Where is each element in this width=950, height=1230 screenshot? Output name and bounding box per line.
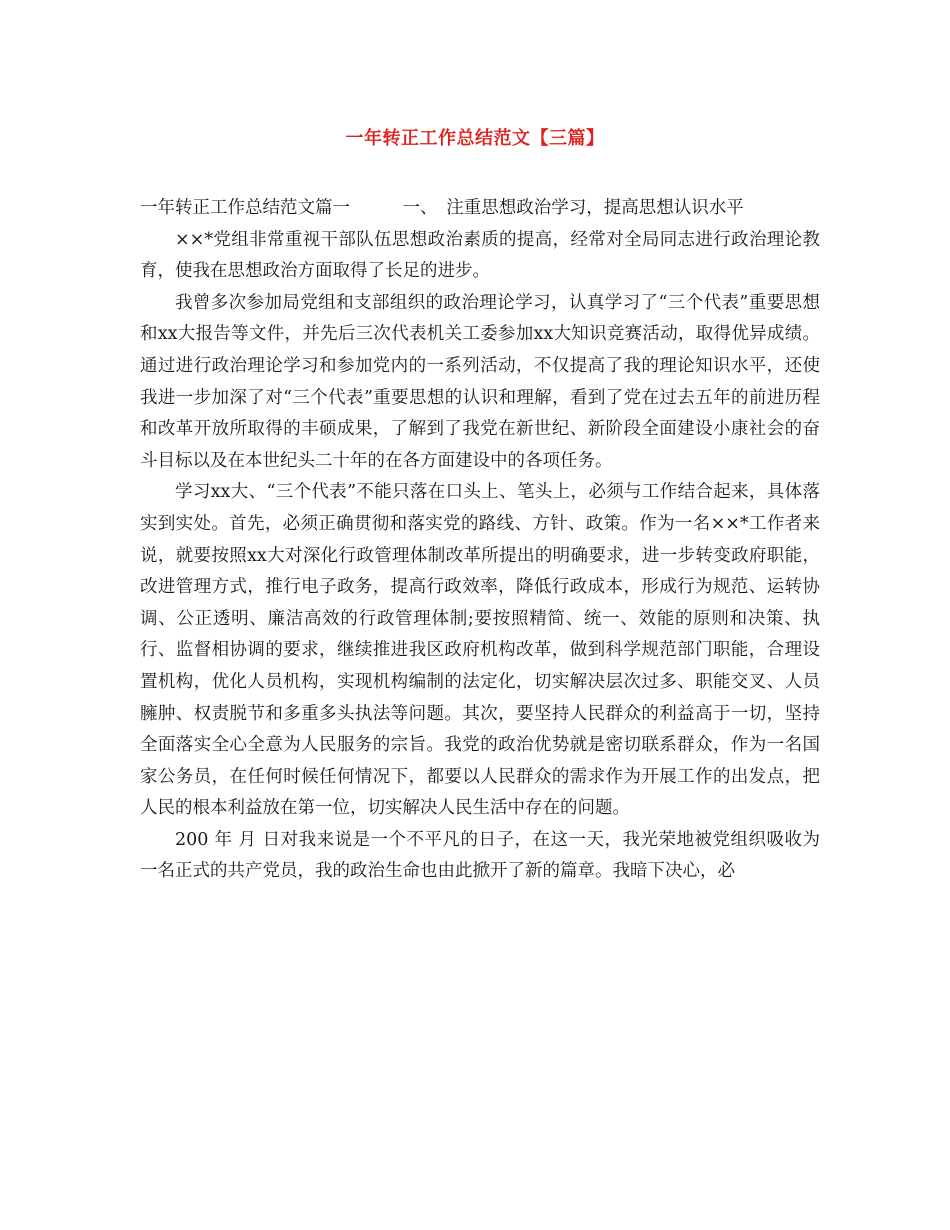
document-title: 一年转正工作总结范文【三篇】 — [345, 128, 605, 149]
paragraph: 学习xx大、“三个代表”不能只落在口头上、笔头上，必须与工作结合起来，具体落实到实处。首先，必须正确贯彻和落实党的路线、方针、政策。作为一名××*工作者来说，就要按照xx大对深化行政管理体制改革所提出的明确要求，进一步转变政府职能，改进管理方式，推行电子政务，提高行政效率，降低行政成本，形成行为规范、运转协调、公正透明、廉洁高效的行政管理体制;要按照精简、统一、效能的原则和决策、执行、监督相协调的要求，继续推进我区政府机构改革，做到科学规范部门职能，合理设置机构，优化人员机构，实现机构编制的法定化，切实解决层次过多、职能交叉、人员臃肿、权责脱节和多重多头执法等问题。其次，要坚持人民群众的利益高于一切，坚持全面落实全心全意为人民服务的宗旨。我党的政治优势就是密切联系群众，作为一名国家公务员，在任何时候任何情况下，都要以人民群众的需求作为开展工作的出发点，把人民的根本利益放在第一位，切实解决人民生活中存在的问题。 — [140, 482, 820, 819]
paragraph: 我曾多次参加局党组和支部组织的政治理论学习，认真学习了“三个代表”重要思想和xx大报告等文件，并先后三次代表机关工委参加xx大知识竞赛活动，取得优异成绩。通过进行政治理论学习和参加党内的一系列活动，不仅提高了我的理论知识水平，还使我进一步加深了对“三个代表”重要思想的认识和理解，看到了党在过去五年的前进历程和改革开放所取得的丰硕成果，了解到了我党在新世纪、新阶段全面建设小康社会的奋斗目标以及在本世纪头二十年的在各方面建设中的各项任务。 — [140, 292, 820, 471]
document-body — [140, 193, 820, 888]
section-heading: 一年转正工作总结范文篇一 一、 注重思想政治学习，提高思想认识水平 — [140, 198, 744, 218]
paragraph: 200 年 月 日对我来说是一个不平凡的日子，在这一天，我光荣地被党组织吸收为一名正式的共产党员，我的政治生命也由此掀开了新的篇章。我暗下决心，必 — [140, 829, 820, 882]
paragraph: ××*党组非常重视干部队伍思想政治素质的提高，经常对全局同志进行政治理论教育，使我在思想政治方面取得了长足的进步。 — [140, 229, 820, 282]
